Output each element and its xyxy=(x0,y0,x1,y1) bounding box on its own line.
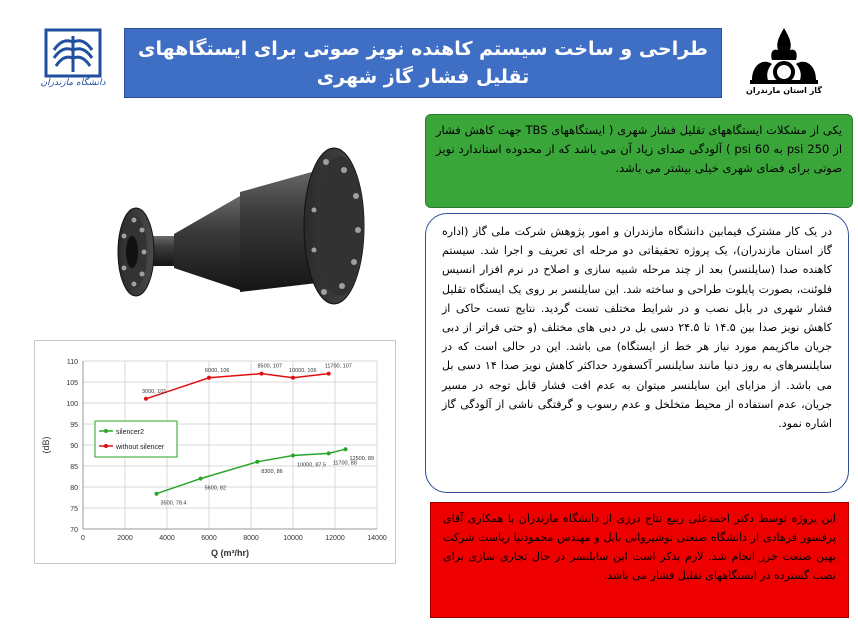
x-tick-label: 2000 xyxy=(117,535,133,542)
x-tick-label: 8000 xyxy=(243,535,259,542)
data-point xyxy=(327,372,331,376)
y-tick-label: 100 xyxy=(66,401,78,408)
x-tick-label: 6000 xyxy=(201,535,217,542)
title-line-2: تقلیل فشار گاز شهری xyxy=(316,66,530,88)
y-tick-label: 95 xyxy=(70,422,78,429)
data-point xyxy=(260,372,264,376)
university-logo-text: دانشگاه مازندران xyxy=(40,78,106,88)
credits-text-box: این پروژه توسط دکتر احمدعلی ربیع نتاج درزی از دانشگاه مازندران با همکاری آقای پرفسور فرهادی از دانشگاه صنعتی نوشیروانی بابل و مهندس محمودنیا ریاست شرکت بهین صنعت خزر انجام شد. لازم بذکر است این سایلنسر در حال تجاری سازی برای نصب گسترده در ایستگاههای تقلیل فشار می باشد. xyxy=(430,502,849,618)
data-point xyxy=(207,376,211,380)
x-tick-label: 10000 xyxy=(283,535,303,542)
legend-marker xyxy=(104,444,108,448)
data-label: 3500, 78.4 xyxy=(160,500,187,507)
y-tick-label: 80 xyxy=(70,485,78,492)
data-point xyxy=(344,447,348,451)
noise-chart-svg xyxy=(35,341,395,563)
noise-chart xyxy=(34,340,396,564)
data-point xyxy=(327,451,331,455)
y-tick-label: 90 xyxy=(70,443,78,450)
x-tick-label: 0 xyxy=(81,535,85,542)
data-label: 11700, 88 xyxy=(332,460,357,467)
legend-marker xyxy=(104,429,108,433)
data-point xyxy=(291,376,295,380)
data-label: 10000, 106 xyxy=(289,367,317,374)
university-logo xyxy=(34,28,112,100)
intro-text-box: یکی از مشکلات ایستگاههای تقلیل فشار شهری ( ایستگاههای TBS جهت کاهش فشار از 250 psi به 60 psi ) آلودگی صدای زیاد آن می باشد که از محدوده استاندارد نویز صوتی برای فضای شهری خیلی بیشتر می باشد. xyxy=(425,114,853,208)
title-line-1: طراحی و ساخت سیستم کاهنده نویز صوتی برای ایستگاههای xyxy=(138,38,708,60)
y-axis-label: (dB) xyxy=(41,436,51,454)
data-label: 6000, 106 xyxy=(205,367,230,374)
data-point xyxy=(199,477,203,481)
data-point xyxy=(155,492,159,496)
data-label: 8500, 107 xyxy=(257,363,282,370)
data-point xyxy=(291,454,295,458)
silencer-image xyxy=(112,140,394,310)
data-label: 8300, 86 xyxy=(261,468,283,475)
data-label: 11700, 107 xyxy=(324,363,352,370)
y-tick-label: 70 xyxy=(70,527,78,534)
data-label: 12500, 89 xyxy=(349,456,374,463)
y-tick-label: 105 xyxy=(66,380,78,387)
data-label: 3000, 101 xyxy=(142,388,167,395)
y-tick-label: 110 xyxy=(66,359,78,366)
x-tick-label: 4000 xyxy=(159,535,175,542)
y-tick-label: 75 xyxy=(70,506,78,513)
x-tick-label: 14000 xyxy=(367,535,387,542)
gas-company-logo-text: گاز استان مازندران xyxy=(746,86,822,95)
data-label: 5600, 82 xyxy=(204,485,227,492)
x-tick-label: 12000 xyxy=(325,535,345,542)
data-point xyxy=(144,397,148,401)
x-axis-label: Q (m³/hr) xyxy=(211,548,249,558)
legend-box xyxy=(95,421,177,457)
legend-label: silencer2 xyxy=(116,429,145,436)
series-line-without-silencer xyxy=(146,374,329,399)
y-tick-label: 85 xyxy=(70,464,78,471)
legend-label: without silencer xyxy=(116,444,165,451)
data-label: 10000, 87.5 xyxy=(297,462,327,469)
page-title xyxy=(124,28,722,98)
data-point xyxy=(255,460,259,464)
description-text-box: در یک کار مشترک فیمابین دانشگاه مازندران و امور پژوهش شرکت ملی گاز (اداره گاز استان مازندران)، یک پروژه تحقیقاتی دو مرحله ای تعریف و اجرا شد. سیستم کاهنده صدا (سایلنسر) بعد از چند مرحله شبیه سازی و اصلاح در نرم افزار انسیس فلوئنت، بصورت پایلوت طراحی و ساخته شد. این سایلنسر بر روی یک ایستگاه تقلیل فشار شهری در بابل نصب و در شرایط مختلف تست گردید. نتایج تست حاکی از کاهش نویز صدا بین ۱۴.۵ تا ۲۴.۵ دسی بل در دبی های مختلف (و حتی فراتر از دبی جریان ماکزیمم مورد نیاز هر خط از ایستگاه) می باشد. این در حالی است که در سایلنسرهای به روز دنیا مانند سایلنسر آکسفورد حداکثر کاهش نویز صدا ۱۴ دسی بل می باشد. از مزایای این سایلنسر میتوان به عدم افت فشار قابل توجه در مسیر جریان، عدم استفاده از محیط متخلخل و عدم رسوب و گرفتگی ناشی از آلودگی گاز اشاره نمود. xyxy=(425,213,849,493)
